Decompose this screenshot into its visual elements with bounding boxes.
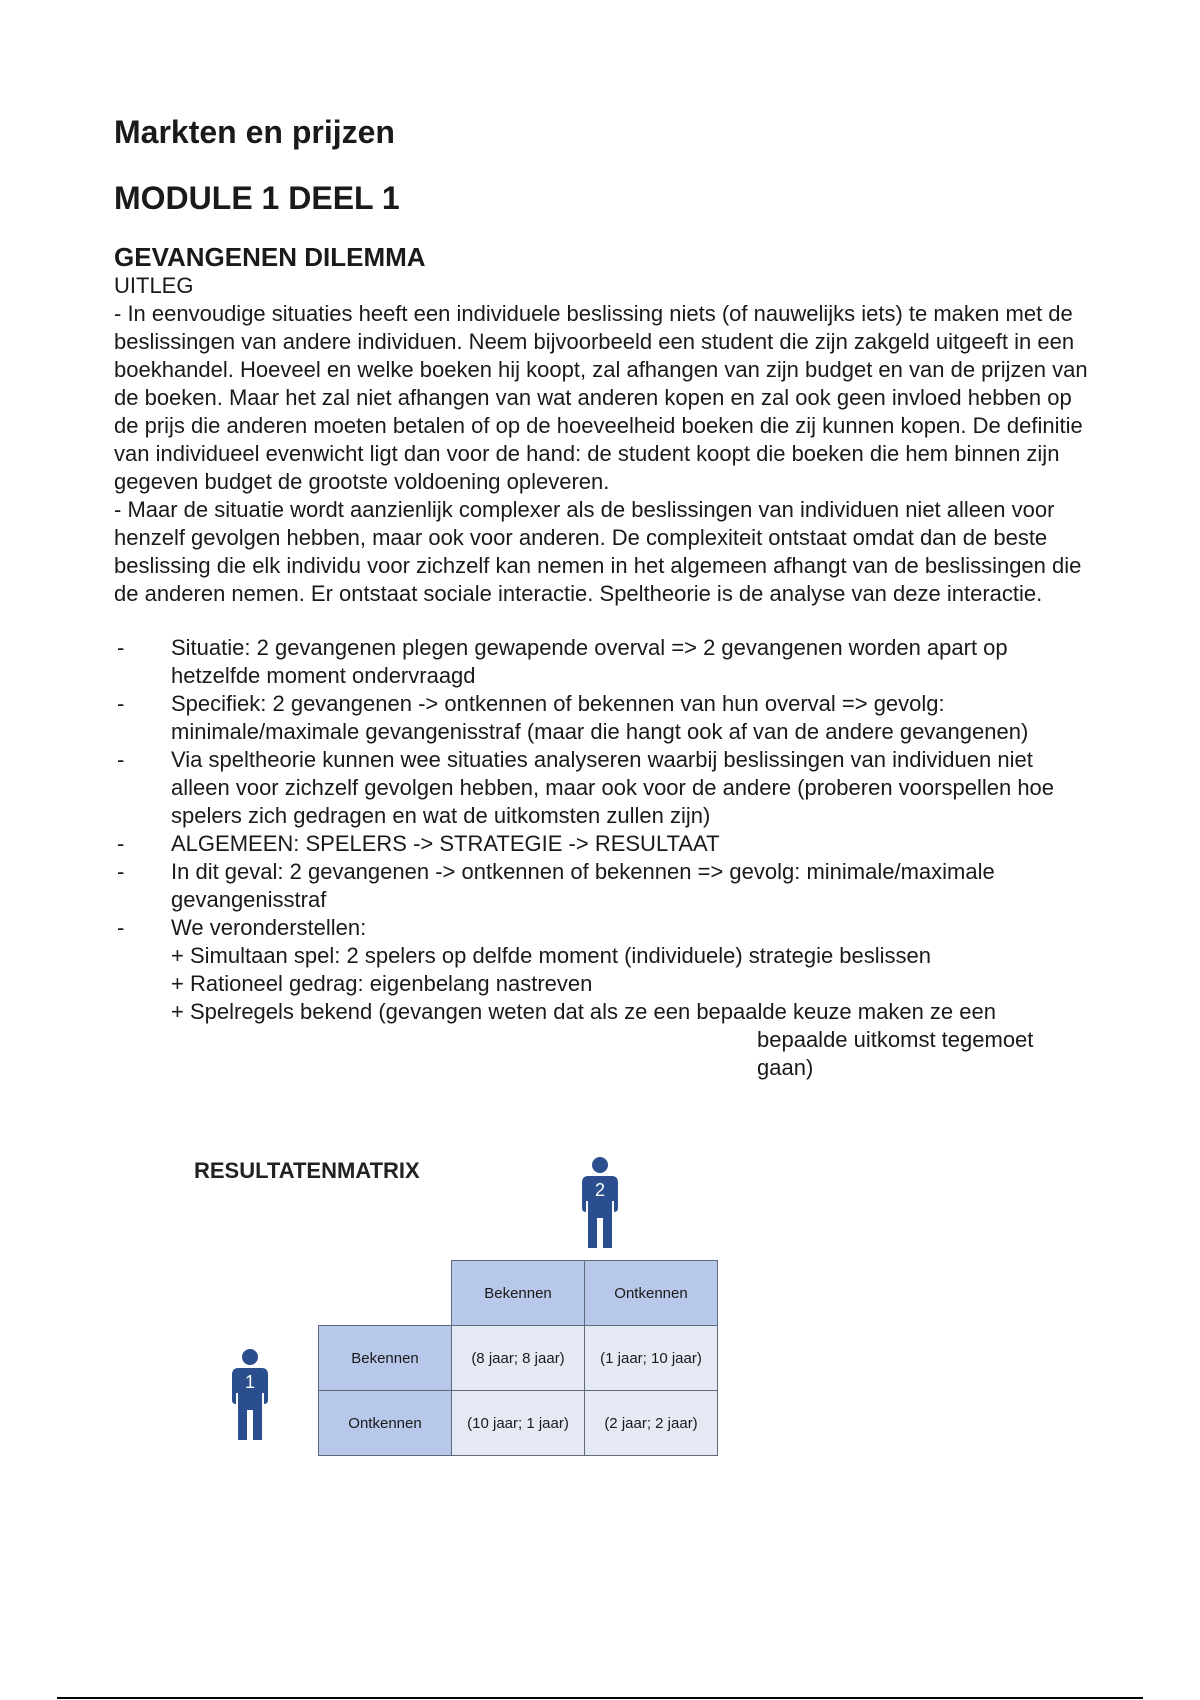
col-header-bekennen: Bekennen bbox=[452, 1261, 585, 1326]
list-item bbox=[114, 634, 1094, 690]
matrix-cell: (10 jaar; 1 jaar) bbox=[452, 1391, 585, 1456]
list-item bbox=[114, 746, 1094, 830]
list-item bbox=[114, 690, 1094, 746]
player-2-number: 2 bbox=[594, 1180, 606, 1200]
result-matrix-figure bbox=[158, 1152, 726, 1470]
paragraph-1: - In eenvoudige situaties heeft een individuele beslissing niets (of nauwelijks iets) te maken met de beslissingen van andere individuen. Neem bijvoorbeeld een student die zijn zakgeld uitgeeft in een boekhandel. Hoeveel en welke boeken hij koopt, zal afhangen van zijn budget en van de prijzen van de boeken. Maar het zal niet afhangen van wat anderen kopen en zal ook geen invloed hebben op de prijs die anderen moeten betalen of op de hoeveelheid boeken die zij kunnen kopen. De definitie van individueel evenwicht ligt dan voor de hand: de student koopt die boeken die hem binnen zijn gegeven budget de grootste voldoening opleveren. bbox=[114, 301, 1088, 494]
bullet-dash: - bbox=[117, 691, 125, 716]
bullet-dash: - bbox=[117, 859, 125, 884]
table-row bbox=[319, 1326, 718, 1391]
matrix-cell: (1 jaar; 10 jaar) bbox=[585, 1326, 718, 1391]
row-header-ontkennen: Ontkennen bbox=[319, 1391, 452, 1456]
bullet-dash: - bbox=[117, 831, 125, 856]
bullet-text: Situatie: 2 gevangenen plegen gewapende overval => 2 gevangenen worden apart op hetzelfde moment ondervraagd bbox=[171, 635, 1008, 688]
matrix-corner bbox=[319, 1261, 452, 1326]
col-header-ontkennen: Ontkennen bbox=[585, 1261, 718, 1326]
bullet-dash: - bbox=[117, 635, 125, 660]
assumption-3-continued: bepaalde uitkomst tegemoet bbox=[757, 1027, 1034, 1052]
bullet-dash: - bbox=[117, 747, 125, 772]
row-header-bekennen: Bekennen bbox=[319, 1326, 452, 1391]
bullet-dash: - bbox=[117, 915, 125, 940]
bullet-text: We veronderstellen: bbox=[171, 915, 367, 940]
bullet-list bbox=[114, 634, 1094, 1082]
list-item bbox=[114, 858, 1094, 914]
matrix-cell: (2 jaar; 2 jaar) bbox=[585, 1391, 718, 1456]
document-page bbox=[114, 112, 1094, 1082]
figure-title: RESULTATENMATRIX bbox=[194, 1158, 420, 1183]
assumption-3: + Spelregels bekend (gevangen weten dat als ze een bepaalde keuze maken ze een bbox=[171, 999, 996, 1024]
matrix-cell: (8 jaar; 8 jaar) bbox=[452, 1326, 585, 1391]
bullet-text: Via speltheorie kunnen wee situaties analyseren waarbij beslissingen van individuen niet alleen voor zichzelf gevolgen hebben, maar ook voor de andere (proberen voorspellen hoe spelers zich gedragen en wat de uitkomsten zullen zijn) bbox=[171, 747, 1055, 828]
subheading: UITLEG bbox=[114, 273, 194, 298]
paragraph-2: - Maar de situatie wordt aanzienlijk complexer als de beslissingen van individuen niet alleen voor henzelf gevolgen hebben, maar ook voor anderen. De complexiteit ontstaat omdat dan de beste beslissing die elk individu voor zichzelf kan nemen in het algemeen afhangt van de beslissingen die de anderen nemen. Er ontstaat sociale interactie. Speltheorie is de analyse van deze interactie. bbox=[114, 497, 1082, 606]
payoff-matrix bbox=[318, 1260, 718, 1456]
list-item bbox=[114, 830, 1094, 858]
assumption-2: + Rationeel gedrag: eigenbelang nastreven bbox=[171, 971, 593, 996]
bullet-text: Specifiek: 2 gevangenen -> ontkennen of bekennen van hun overval => gevolg: minimale/maximale gevangenisstraf (maar die hangt ook af van de andere gevangenen) bbox=[171, 691, 1029, 744]
player-2-icon bbox=[578, 1156, 622, 1250]
section-heading: GEVANGENEN DILEMMA bbox=[114, 242, 426, 272]
assumption-1: + Simultaan spel: 2 spelers op delfde moment (individuele) strategie beslissen bbox=[171, 943, 932, 968]
bullet-text: ALGEMEEN: SPELERS -> STRATEGIE -> RESULTAAT bbox=[171, 831, 720, 856]
table-row bbox=[319, 1261, 718, 1326]
table-row bbox=[319, 1391, 718, 1456]
player-1-number: 1 bbox=[244, 1372, 256, 1392]
doc-title: Markten en prijzen bbox=[114, 114, 395, 150]
module-heading: MODULE 1 DEEL 1 bbox=[114, 180, 400, 216]
bullet-text: In dit geval: 2 gevangenen -> ontkennen of bekennen => gevolg: minimale/maximale gevangenisstraf bbox=[171, 859, 995, 912]
list-item bbox=[114, 914, 1094, 1082]
assumption-3-end: gaan) bbox=[757, 1055, 814, 1080]
player-1-icon bbox=[228, 1348, 272, 1442]
footer-rule bbox=[57, 1697, 1143, 1699]
